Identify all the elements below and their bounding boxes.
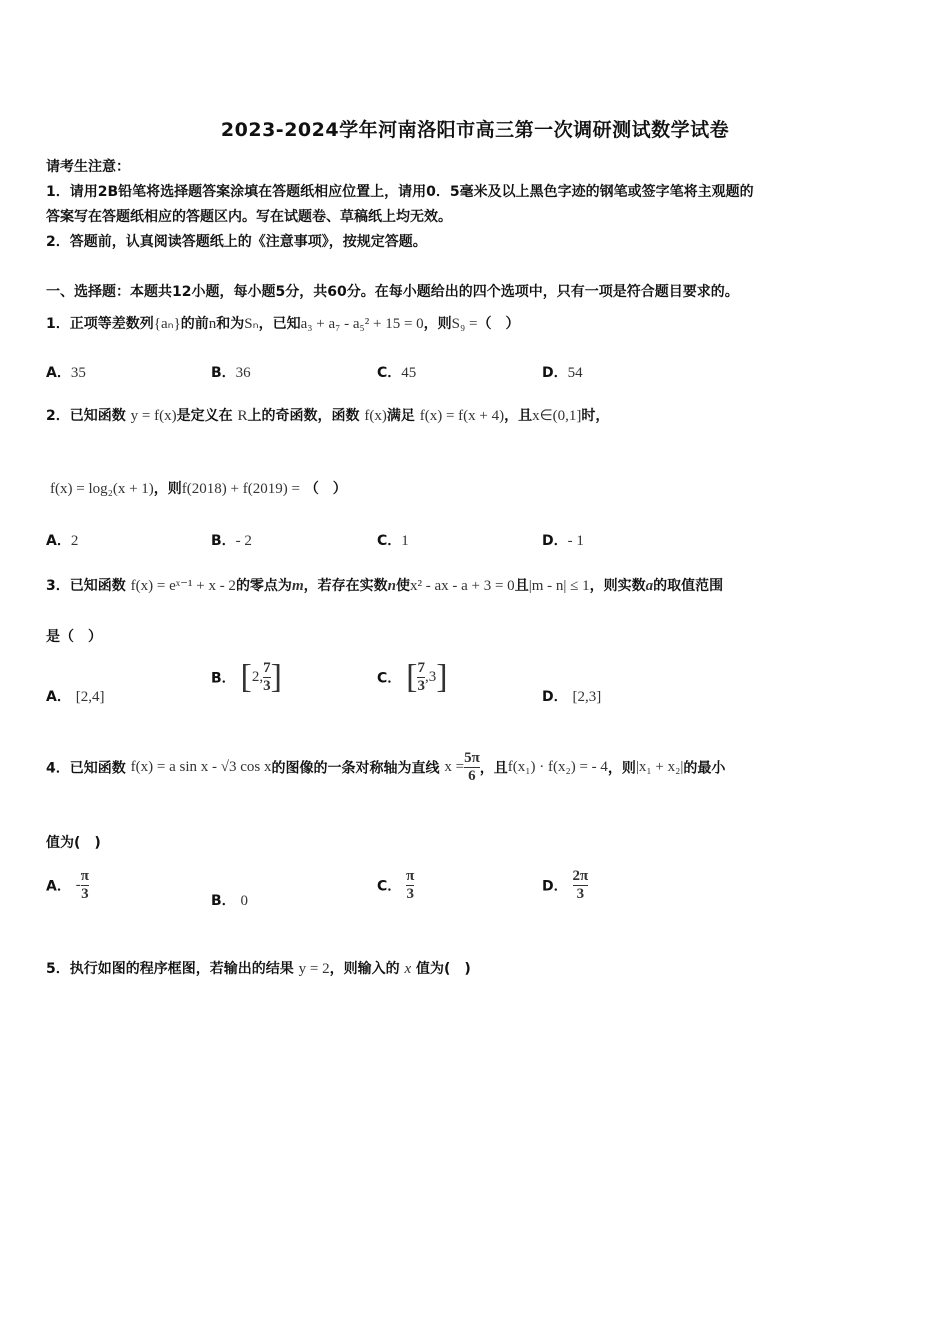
question-5: 5．执行如图的程序框图，若输出的结果 y = 2，则输入的 x 值为( ) <box>46 961 471 977</box>
question-3-cont: 是（ ） <box>46 629 102 645</box>
q2-option-c[interactable]: C．1 <box>377 533 409 549</box>
question-3: 3．已知函数 f(x) = eˣ⁻¹ + x - 2的零点为m，若存在实数n使x² - ax - a + 3 = 0且|m - n| ≤ 1，则实数a的取值范围 <box>46 578 724 594</box>
notice-line-2: 答案写在答题纸相应的答题区内。写在试题卷、草稿纸上均无效。 <box>46 209 452 225</box>
notice-heading: 请考生注意： <box>46 159 130 175</box>
q1-option-a[interactable]: A．35 <box>46 365 86 381</box>
q4-option-a[interactable]: A． - $\frac{\pi}{3}$ <box>46 868 89 902</box>
question-1: 1．正项等差数列{aₙ}的前n和为Sₙ，已知a₃ + a₇ - a₅² + 15 = 0，则S₉ =（ ） <box>46 316 520 332</box>
question-4: 4．已知函数 f(x) = a sin x - √3 cos x的图像的一条对称轴为直线 x = $\frac{5\pi}{6}$ ，且f(x₁) · f(x₂) = - 4，则|x₁ + x₂|的最小 <box>46 750 726 784</box>
notice-line-1: 1．请用2B铅笔将选择题答案涂填在答题纸相应位置上，请用0．5毫米及以上黑色字迹的钢笔或签字笔将主观题的 <box>46 184 754 200</box>
question-2-cont: f(x) = log₂(x + 1)，则f(2018) + f(2019) = （ ） <box>50 481 347 497</box>
section-heading: 一、选择题：本题共12小题，每小题5分，共60分。在每小题给出的四个选项中，只有一项是符合题目要求的。 <box>46 284 739 300</box>
q2-option-b[interactable]: B．- 2 <box>211 533 252 549</box>
notice-line-3: 2．答题前，认真阅读答题纸上的《注意事项》，按规定答题。 <box>46 234 427 250</box>
q4-option-d[interactable]: D． $\frac{2\pi}{3}$ <box>542 868 589 902</box>
q3-option-b[interactable]: B． [2, $\frac{7}{3}$ ] <box>211 658 282 696</box>
page-title: 2023-2024学年河南洛阳市高三第一次调研测试数学试卷 <box>220 119 730 141</box>
q3-option-d[interactable]: D． [2,3] <box>542 689 602 705</box>
question-2: 2．已知函数 y = f(x)是定义在 R上的奇函数，函数 f(x)满足 f(x) = f(x + 4)，且x∈(0,1]时， <box>46 408 610 424</box>
q2-option-d[interactable]: D．- 1 <box>542 533 584 549</box>
q1-option-c[interactable]: C．45 <box>377 365 417 381</box>
q3-option-c[interactable]: C． [ $\frac{7}{3}$ ,3] <box>377 658 448 696</box>
q4-option-b[interactable]: B． 0 <box>211 893 249 909</box>
q1-option-b[interactable]: B．36 <box>211 365 251 381</box>
q2-option-a[interactable]: A．2 <box>46 533 79 549</box>
q4-option-c[interactable]: C． $\frac{\pi}{3}$ <box>377 868 415 902</box>
question-4-cont: 值为( ) <box>46 835 101 851</box>
q3-option-a[interactable]: A． [2,4] <box>46 689 105 705</box>
q1-option-d[interactable]: D．54 <box>542 365 583 381</box>
